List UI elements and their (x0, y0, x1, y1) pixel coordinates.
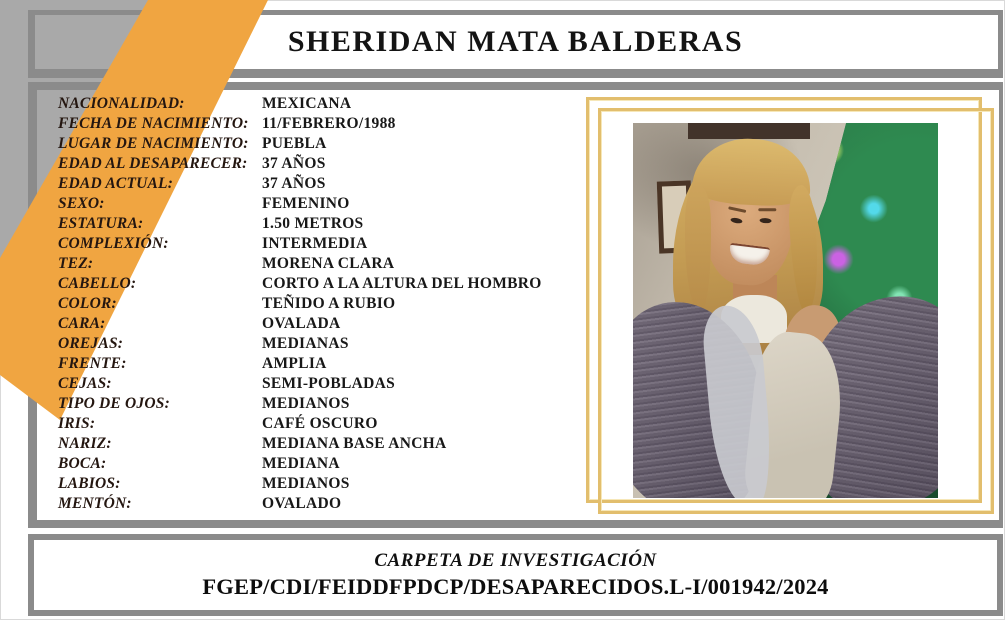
field-value: MEDIANOS (262, 395, 350, 412)
field-row (58, 154, 633, 174)
person-details-list (58, 94, 633, 514)
field-row (58, 374, 633, 394)
case-file-panel (28, 540, 1003, 610)
field-label: FECHA DE NACIMIENTO: (58, 115, 249, 132)
field-value: MEDIANOS (262, 475, 350, 492)
field-label: CEJAS: (58, 375, 112, 392)
field-label: CARA: (58, 315, 106, 332)
person-eye (759, 218, 771, 224)
field-value: MEDIANAS (262, 335, 349, 352)
field-label: COLOR: (58, 295, 117, 312)
investigation-file-heading: CARPETA DE INVESTIGACIÓN (374, 550, 657, 571)
field-row (58, 114, 633, 134)
field-value: MEXICANA (262, 95, 352, 112)
person-eyebrow (728, 206, 746, 213)
field-value: 1.50 METROS (262, 215, 364, 232)
field-row (58, 174, 633, 194)
field-row (58, 414, 633, 434)
field-label: LABIOS: (58, 475, 121, 492)
field-label: TEZ: (58, 255, 94, 272)
field-label: OREJAS: (58, 335, 124, 352)
field-value: SEMI-POBLADAS (262, 375, 396, 392)
field-row (58, 274, 633, 294)
field-row (58, 354, 633, 374)
photo-wall-frame-top (688, 123, 810, 139)
page-title: SHERIDAN MATA BALDERAS (287, 25, 744, 58)
field-row (58, 494, 633, 514)
field-value: PUEBLA (262, 135, 327, 152)
field-label: FRENTE: (58, 355, 127, 372)
field-label: EDAD AL DESAPARECER: (58, 155, 248, 172)
field-row (58, 434, 633, 454)
field-label: NARIZ: (58, 435, 112, 452)
field-label: CABELLO: (58, 275, 137, 292)
field-value: AMPLIA (262, 355, 327, 372)
person-eyebrow (758, 208, 776, 211)
person-smile (728, 243, 770, 267)
field-label: NACIONALIDAD: (58, 95, 185, 112)
missing-person-photo (633, 123, 938, 498)
field-value: FEMENINO (262, 195, 350, 212)
field-value: CORTO A LA ALTURA DEL HOMBRO (262, 275, 542, 292)
field-label: SEXO: (58, 195, 105, 212)
field-label: MENTÓN: (58, 495, 132, 512)
field-row (58, 94, 633, 114)
field-label: ESTATURA: (58, 215, 144, 232)
field-label: LUGAR DE NACIMIENTO: (58, 135, 249, 152)
field-value: INTERMEDIA (262, 235, 368, 252)
field-row (58, 234, 633, 254)
field-value: CAFÉ OSCURO (262, 415, 378, 432)
investigation-file-number: FGEP/CDI/FEIDDFPDCP/DESAPARECIDOS.L-I/001942/2024 (202, 574, 829, 599)
field-row (58, 214, 633, 234)
field-value: 37 AÑOS (262, 175, 326, 192)
field-label: EDAD ACTUAL: (58, 175, 174, 192)
field-label: IRIS: (58, 415, 96, 432)
field-row (58, 314, 633, 334)
person-eye (730, 217, 743, 224)
field-value: 11/FEBRERO/1988 (262, 115, 396, 132)
field-row (58, 394, 633, 414)
field-label: COMPLEXIÓN: (58, 235, 169, 252)
field-label: TIPO DE OJOS: (58, 395, 170, 412)
field-row (58, 334, 633, 354)
field-value: MORENA CLARA (262, 255, 395, 272)
field-row (58, 254, 633, 274)
field-row (58, 474, 633, 494)
field-label: BOCA: (58, 455, 107, 472)
field-row (58, 294, 633, 314)
field-value: OVALADA (262, 315, 341, 332)
field-row (58, 134, 633, 154)
field-value: OVALADO (262, 495, 342, 512)
field-value: 37 AÑOS (262, 155, 326, 172)
field-value: MEDIANA (262, 455, 340, 472)
field-row (58, 194, 633, 214)
field-row (58, 454, 633, 474)
field-value: TEÑIDO A RUBIO (262, 295, 396, 312)
field-value: MEDIANA BASE ANCHA (262, 435, 447, 452)
